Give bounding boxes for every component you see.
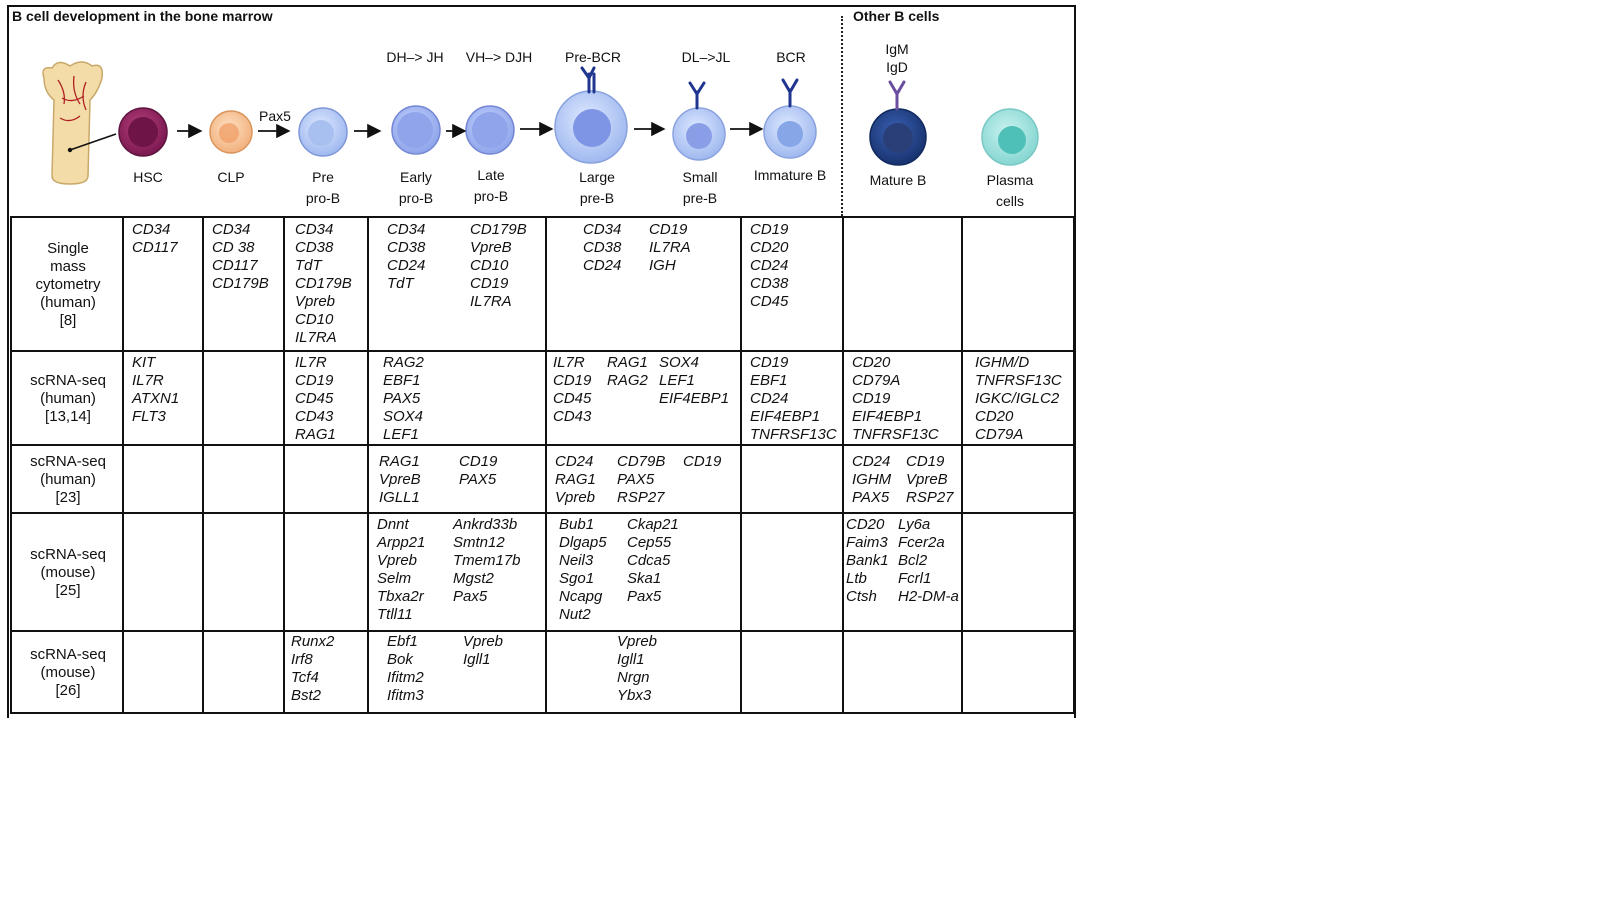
gene-marker: CD20 xyxy=(750,239,789,256)
gene-list-prepro xyxy=(295,354,336,444)
gene-marker: Ska1 xyxy=(627,570,662,587)
stage-label-clp: CLP xyxy=(217,169,245,185)
mature-b-nucleus xyxy=(883,123,913,153)
gene-list-mat xyxy=(846,516,889,606)
gene-marker: IGHM xyxy=(852,471,892,488)
gene-list-hsc xyxy=(132,354,179,426)
gene-marker: Selm xyxy=(377,570,412,587)
gene-marker: CD24 xyxy=(583,257,622,274)
gene-marker: IL7R xyxy=(132,372,164,389)
event-dl-jl: DL–>JL xyxy=(681,49,731,65)
gene-marker: PAX5 xyxy=(459,471,497,488)
bone-marrow-icon xyxy=(43,62,116,184)
gene-marker: CD38 xyxy=(295,239,334,256)
gene-marker: CD19 xyxy=(295,372,334,389)
gene-marker: CD45 xyxy=(295,390,334,407)
gene-marker: CD179B xyxy=(295,275,352,292)
igm-igd-receptor-icon xyxy=(890,82,904,109)
gene-marker: Vpreb xyxy=(555,489,596,506)
gene-marker: Igll1 xyxy=(463,651,491,668)
stage-label-early-pro-b: Early pro-B xyxy=(398,169,434,206)
gene-marker: Ncapg xyxy=(559,588,603,605)
gene-marker: Ttll11 xyxy=(377,606,413,623)
gene-list-pro xyxy=(383,354,424,444)
gene-marker: Pax5 xyxy=(627,588,662,605)
late-pro-b-nucleus xyxy=(472,112,508,148)
gene-marker: PAX5 xyxy=(852,489,890,506)
gene-marker: CD34 xyxy=(132,221,171,238)
gene-marker: KIT xyxy=(132,354,156,371)
gene-marker: CD20 xyxy=(852,354,891,371)
gene-marker: CD43 xyxy=(295,408,334,425)
row-label: scRNA-seq (mouse) [26] xyxy=(30,646,106,699)
gene-list-pre xyxy=(607,354,648,390)
gene-marker: CD 38 xyxy=(212,239,255,256)
row-label: Single mass cytometry (human) [8] xyxy=(35,240,101,329)
stage-label-large-pre-b: Large pre-B xyxy=(579,169,615,206)
clp-nucleus xyxy=(219,123,239,143)
gene-marker: VpreB xyxy=(470,239,512,256)
gene-marker: IL7RA xyxy=(649,239,691,256)
gene-list-pro xyxy=(387,633,424,705)
table-vline xyxy=(202,216,204,714)
gene-marker: Ltb xyxy=(846,570,867,587)
gene-marker: CD179B xyxy=(470,221,527,238)
gene-marker: CD34 xyxy=(387,221,426,238)
gene-marker: LEF1 xyxy=(659,372,695,389)
gene-list-pro xyxy=(470,221,527,311)
large-pre-b-nucleus xyxy=(573,109,611,147)
gene-list-imm xyxy=(750,221,788,311)
gene-marker: Arpp21 xyxy=(377,534,426,551)
gene-list-pre xyxy=(559,516,607,624)
gene-marker: CD19 xyxy=(750,221,789,238)
gene-marker: Mgst2 xyxy=(453,570,494,587)
table-hline xyxy=(10,512,1075,514)
gene-marker: CD19 xyxy=(906,453,945,470)
gene-marker: Faim3 xyxy=(846,534,888,551)
gene-marker: Ckap21 xyxy=(627,516,679,533)
gene-marker: Vpreb xyxy=(295,293,336,310)
gene-marker: CD19 xyxy=(470,275,509,292)
table-vline xyxy=(740,216,742,714)
gene-list-pro xyxy=(453,516,521,606)
table-vline xyxy=(1073,216,1075,714)
table-vline xyxy=(545,216,547,714)
plasma-nucleus xyxy=(998,126,1026,154)
gene-marker: Tcf4 xyxy=(291,669,319,686)
table-vline xyxy=(367,216,369,714)
gene-marker: CD24 xyxy=(387,257,426,274)
gene-marker: PAX5 xyxy=(383,390,421,407)
gene-marker: ATXN1 xyxy=(132,390,180,407)
gene-marker: Igll1 xyxy=(617,651,645,668)
event-bcr: BCR xyxy=(776,49,806,65)
stage-label-late-pro-b: Late pro-B xyxy=(473,167,509,204)
gene-marker: RAG2 xyxy=(607,372,648,389)
gene-marker: Pax5 xyxy=(453,588,488,605)
gene-list-pla xyxy=(975,354,1062,444)
gene-marker: EIF4EBP1 xyxy=(659,390,730,407)
gene-marker: CD117 xyxy=(212,257,258,274)
gene-marker: EBF1 xyxy=(750,372,788,389)
gene-marker: CD24 xyxy=(852,453,891,470)
gene-marker: CD19 xyxy=(683,453,722,470)
gene-marker: PAX5 xyxy=(617,471,655,488)
gene-marker: Fcrl1 xyxy=(898,570,932,587)
stage-label-mature-b: Mature B xyxy=(869,172,927,188)
gene-list-mat xyxy=(906,453,954,507)
gene-marker: Ankrd33b xyxy=(453,516,518,533)
gene-marker: Ly6a xyxy=(898,516,931,533)
gene-marker: H2-DM-a xyxy=(898,588,959,605)
gene-marker: Nut2 xyxy=(559,606,591,623)
stage-label-plasma: Plasma cells xyxy=(986,172,1034,209)
gene-marker: Ctsh xyxy=(846,588,877,605)
gene-marker: Runx2 xyxy=(291,633,335,650)
bcr-receptor-icon xyxy=(783,80,797,106)
table-vline xyxy=(122,216,124,714)
event-vh-djh: VH–> DJH xyxy=(465,49,533,65)
gene-marker: SOX4 xyxy=(383,408,424,425)
gene-marker: Tbxa2r xyxy=(377,588,424,605)
stage-label-pre-pro-b: Pre pro-B xyxy=(305,169,341,206)
gene-marker: CD43 xyxy=(553,408,592,425)
table-vline xyxy=(961,216,963,714)
gene-marker: EIF4EBP1 xyxy=(750,408,821,425)
gene-marker: Bok xyxy=(387,651,413,668)
gene-list-pre xyxy=(649,221,691,275)
stage-label-hsc: HSC xyxy=(133,169,163,185)
gene-marker: CD20 xyxy=(846,516,885,533)
table-hline xyxy=(10,444,1075,446)
gene-marker: Vpreb xyxy=(377,552,418,569)
gene-list-mat xyxy=(898,516,959,606)
gene-marker: Ybx3 xyxy=(617,687,652,704)
gene-marker: IGHM/D xyxy=(975,354,1030,371)
row-label: scRNA-seq (human) [13,14] xyxy=(30,372,106,425)
row-label: scRNA-seq (human) [23] xyxy=(30,453,106,506)
table-vline xyxy=(283,216,285,714)
gene-list-imm xyxy=(750,354,837,444)
gene-marker: TNFRSF13C xyxy=(750,426,837,443)
gene-marker: CD19 xyxy=(649,221,688,238)
gene-marker: Neil3 xyxy=(559,552,594,569)
pre-pro-b-nucleus xyxy=(308,120,334,146)
gene-list-prepro xyxy=(295,221,352,347)
gene-marker: Tmem17b xyxy=(453,552,521,569)
gene-marker: CD19 xyxy=(553,372,592,389)
gene-marker: SOX4 xyxy=(659,354,700,371)
gene-marker: CD10 xyxy=(470,257,509,274)
gene-marker: CD20 xyxy=(975,408,1014,425)
gene-marker: Ifitm2 xyxy=(387,669,424,686)
gene-marker: CD24 xyxy=(750,257,789,274)
gene-marker: EBF1 xyxy=(383,372,421,389)
gene-marker: TdT xyxy=(295,257,322,274)
event-pax5: Pax5 xyxy=(259,108,291,124)
gene-marker: CD38 xyxy=(750,275,789,292)
gene-list-pro xyxy=(379,453,421,507)
gene-marker: VpreB xyxy=(379,471,421,488)
gene-marker: CD19 xyxy=(459,453,498,470)
gene-marker: CD10 xyxy=(295,311,334,328)
table-hline xyxy=(10,350,1075,352)
gene-marker: CD38 xyxy=(387,239,426,256)
gene-marker: Bub1 xyxy=(559,516,595,533)
gene-marker: IGKC/IGLC2 xyxy=(975,390,1060,407)
gene-marker: Bst2 xyxy=(291,687,322,704)
gene-marker: Ifitm3 xyxy=(387,687,424,704)
figure-title: B cell development in the bone marrow xyxy=(12,8,273,24)
gene-marker: IL7RA xyxy=(470,293,512,310)
gene-list-pre xyxy=(617,633,657,705)
row-label: scRNA-seq (mouse) [25] xyxy=(30,546,106,599)
gene-marker: Dnnt xyxy=(377,516,409,533)
table-hline xyxy=(10,712,1075,714)
gene-marker: RAG1 xyxy=(379,453,420,470)
gene-marker: Cdca5 xyxy=(627,552,671,569)
gene-marker: LEF1 xyxy=(383,426,419,443)
gene-marker: CD117 xyxy=(132,239,178,256)
gene-marker: CD179B xyxy=(212,275,269,292)
gene-list-clp xyxy=(212,221,269,293)
gene-marker: RAG2 xyxy=(383,354,424,371)
gene-marker: Irf8 xyxy=(291,651,313,668)
gene-marker: RAG1 xyxy=(555,471,596,488)
gene-marker: CD79A xyxy=(975,426,1024,443)
gene-list-pro xyxy=(387,221,425,293)
gene-list-pre xyxy=(553,354,591,426)
gene-marker: Cep55 xyxy=(627,534,672,551)
gene-list-pre xyxy=(683,453,721,471)
gene-marker: CD79A xyxy=(852,372,901,389)
gene-marker: FLT3 xyxy=(132,408,166,425)
gene-marker: Smtn12 xyxy=(453,534,505,551)
gene-list-hsc xyxy=(132,221,178,257)
small-pre-b-receptor-icon xyxy=(690,83,704,108)
gene-list-pre xyxy=(617,453,665,507)
gene-marker: RSP27 xyxy=(617,489,665,506)
gene-marker: Vpreb xyxy=(617,633,658,650)
gene-marker: RSP27 xyxy=(906,489,954,506)
gene-marker: CD79B xyxy=(617,453,666,470)
gene-marker: TdT xyxy=(387,275,414,292)
table-hline xyxy=(10,216,1075,218)
gene-list-mat xyxy=(852,354,939,444)
gene-marker: IGLL1 xyxy=(379,489,420,506)
gene-list-pro xyxy=(459,453,497,489)
gene-marker: Nrgn xyxy=(617,669,650,686)
gene-marker: Sgo1 xyxy=(559,570,595,587)
gene-marker: Vpreb xyxy=(463,633,504,650)
gene-marker: CD45 xyxy=(553,390,592,407)
gene-marker: RAG1 xyxy=(295,426,336,443)
gene-marker: CD24 xyxy=(555,453,594,470)
gene-marker: VpreB xyxy=(906,471,948,488)
gene-marker: CD19 xyxy=(852,390,891,407)
gene-marker: EIF4EBP1 xyxy=(852,408,923,425)
gene-marker: CD34 xyxy=(583,221,622,238)
event-igd: IgD xyxy=(886,59,908,75)
gene-marker: RAG1 xyxy=(607,354,648,371)
gene-marker: IL7R xyxy=(553,354,585,371)
gene-list-pre xyxy=(627,516,679,606)
gene-list-prepro xyxy=(291,633,334,705)
small-pre-b-nucleus xyxy=(686,123,712,149)
early-pro-b-nucleus xyxy=(397,112,433,148)
other-b-cells-title: Other B cells xyxy=(853,8,940,24)
hsc-nucleus xyxy=(128,117,158,147)
gene-list-mat xyxy=(852,453,891,507)
gene-marker: Fcer2a xyxy=(898,534,945,551)
gene-marker: Bank1 xyxy=(846,552,889,569)
stage-label-immature-b: Immature B xyxy=(753,167,827,183)
gene-list-pre xyxy=(583,221,621,275)
gene-marker: CD38 xyxy=(583,239,622,256)
gene-marker: Dlgap5 xyxy=(559,534,607,551)
event-igm: IgM xyxy=(885,41,909,57)
gene-marker: CD34 xyxy=(212,221,251,238)
gene-marker: IGH xyxy=(649,257,676,274)
gene-marker: TNFRSF13C xyxy=(852,426,939,443)
gene-marker: Ebf1 xyxy=(387,633,418,650)
gene-marker: CD19 xyxy=(750,354,789,371)
table-vline xyxy=(842,216,844,714)
gene-marker: TNFRSF13C xyxy=(975,372,1062,389)
gene-marker: IL7R xyxy=(295,354,327,371)
gene-marker: CD45 xyxy=(750,293,789,310)
stage-label-small-pre-b: Small pre-B xyxy=(682,169,718,206)
gene-list-pro xyxy=(377,516,425,624)
pre-bcr-receptor-icon xyxy=(582,68,594,92)
event-pre-bcr: Pre-BCR xyxy=(564,49,622,65)
event-dh-jh: DH–> JH xyxy=(386,49,444,65)
gene-list-pre xyxy=(659,354,729,408)
gene-marker: CD24 xyxy=(750,390,789,407)
immature-b-nucleus xyxy=(777,121,803,147)
gene-list-pre xyxy=(555,453,596,507)
table-hline xyxy=(10,630,1075,632)
gene-list-pro xyxy=(463,633,503,669)
gene-marker: CD34 xyxy=(295,221,334,238)
gene-marker: IL7RA xyxy=(295,329,337,346)
table-vline xyxy=(10,216,12,714)
gene-marker: Bcl2 xyxy=(898,552,928,569)
